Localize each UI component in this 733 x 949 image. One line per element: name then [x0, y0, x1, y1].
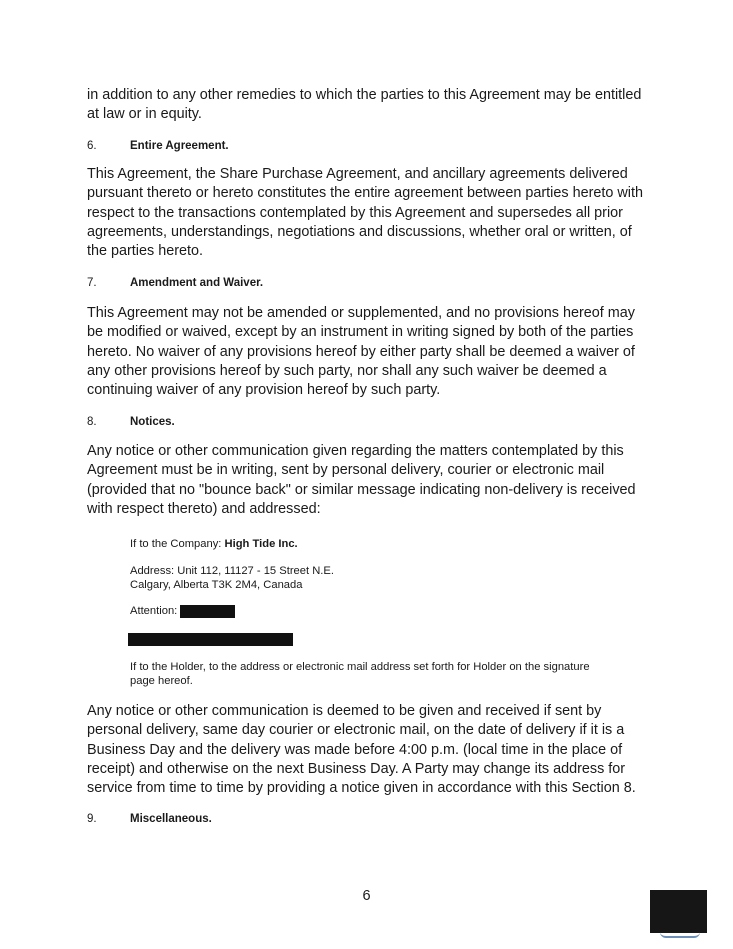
address-line-2: Calgary, Alberta T3K 2M4, Canada	[130, 579, 303, 591]
corner-mark	[660, 932, 700, 938]
section-9-title: Miscellaneous.	[130, 813, 212, 825]
section-8-body: Any notice or other communication given regarding the matters contemplated by this Agreement must be in writing, sent by personal delivery, courier or electronic mail (provided that no "bounce back" or similar message indicating non-delivery is received with respect thereto) and addressed:	[87, 443, 636, 517]
holder-line-1: If to the Holder, to the address or electronic mail address set forth for Holder on the signature	[130, 661, 590, 673]
company-name: High Tide Inc.	[224, 538, 298, 550]
holder-line-2: page hereof.	[130, 675, 193, 687]
section-8-heading	[87, 415, 175, 429]
attention-label: Attention:	[130, 605, 178, 617]
section-7-body: This Agreement may not be amended or supplemented, and no provisions hereof may be modified or waived, except by an instrument in writing signed by both of the parties hereto. No waiver of any provisions hereof by either party shall be deemed a waiver of any other provisions hereof by such party, nor shall any such waiver be deemed a continuing waiver of any provision hereof by such party.	[87, 305, 635, 399]
closing-paragraph: Any notice or other communication is deemed to be given and received if sent by personal delivery, same day courier or electronic mail, on the date of delivery if it is a Business Day and the delivery was made before 4:00 p.m. (local time in the place of receipt) and otherwise on the next Business Day. A Party may change its address for service from time to time by providing a notice given in accordance with this Section 8.	[87, 703, 636, 797]
section-6-heading	[87, 139, 229, 153]
email-redaction	[128, 633, 293, 646]
section-6-title: Entire Agreement.	[130, 140, 229, 152]
corner-redaction-box	[650, 890, 707, 933]
section-6-body: This Agreement, the Share Purchase Agreement, and ancillary agreements delivered pursuant thereto or hereto constitutes the entire agreement between parties hereto with respect to the transactions contemplated by this Agreement and supersedes all prior agreements, understandings, negotiations and discussions, whether oral or written, of the parties hereto.	[87, 166, 643, 260]
section-8-title: Notices.	[130, 416, 175, 428]
section-8-number: 8.	[87, 416, 97, 428]
section-7-title: Amendment and Waiver.	[130, 277, 264, 289]
section-9-number: 9.	[87, 813, 97, 825]
section-7-heading	[87, 276, 263, 290]
continuation-paragraph: in addition to any other remedies to which the parties to this Agreement may be entitled at law or in equity.	[87, 87, 642, 123]
attention-redaction	[180, 605, 235, 618]
address-line-1: Address: Unit 112, 11127 - 15 Street N.E.	[130, 565, 334, 577]
section-6-number: 6.	[87, 140, 97, 152]
page-number: 6	[362, 888, 371, 904]
section-7-number: 7.	[87, 277, 97, 289]
company-prefix: If to the Company:	[130, 538, 225, 550]
section-9-heading	[87, 812, 212, 826]
company-notice-line	[130, 537, 298, 551]
